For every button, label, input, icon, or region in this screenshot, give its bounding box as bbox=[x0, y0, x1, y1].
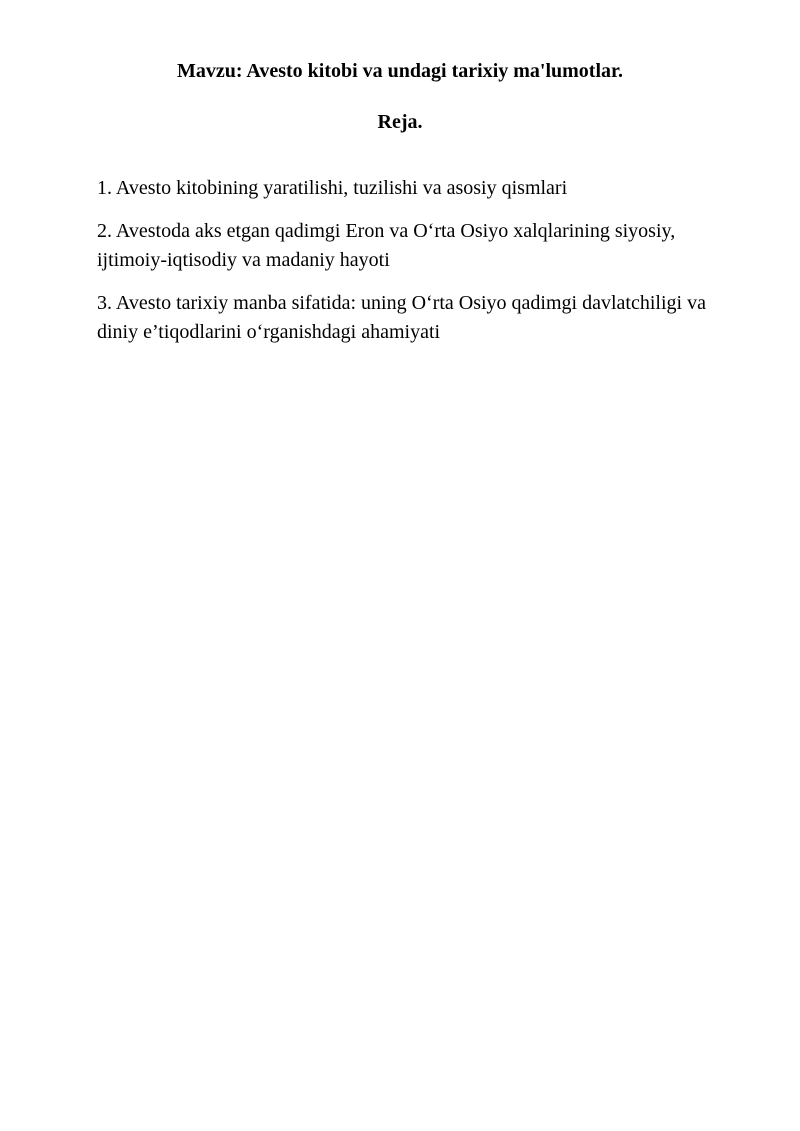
document-title: Mavzu: Avesto kitobi va undagi tarixiy ma'lumotlar. bbox=[176, 60, 624, 82]
plan-item-2: 2. Avestoda aks etgan qadimgi Eron va O‘rta Osiyo xalqlarining siyosiy, ijtimoiy-iqtisodiy va madaniy hayoti bbox=[97, 220, 676, 271]
plan-item-3: 3. Avesto tarixiy manba sifatida: uning O‘rta Osiyo qadimgi davlatchiligi va diniy e’tiqodlarini o‘rganishdagi ahamiyati bbox=[97, 292, 706, 343]
plan-heading: Reja. bbox=[377, 111, 423, 133]
plan-item-1: 1. Avesto kitobining yaratilishi, tuzilishi va asosiy qismlari bbox=[97, 177, 568, 199]
plan-list bbox=[97, 174, 737, 361]
